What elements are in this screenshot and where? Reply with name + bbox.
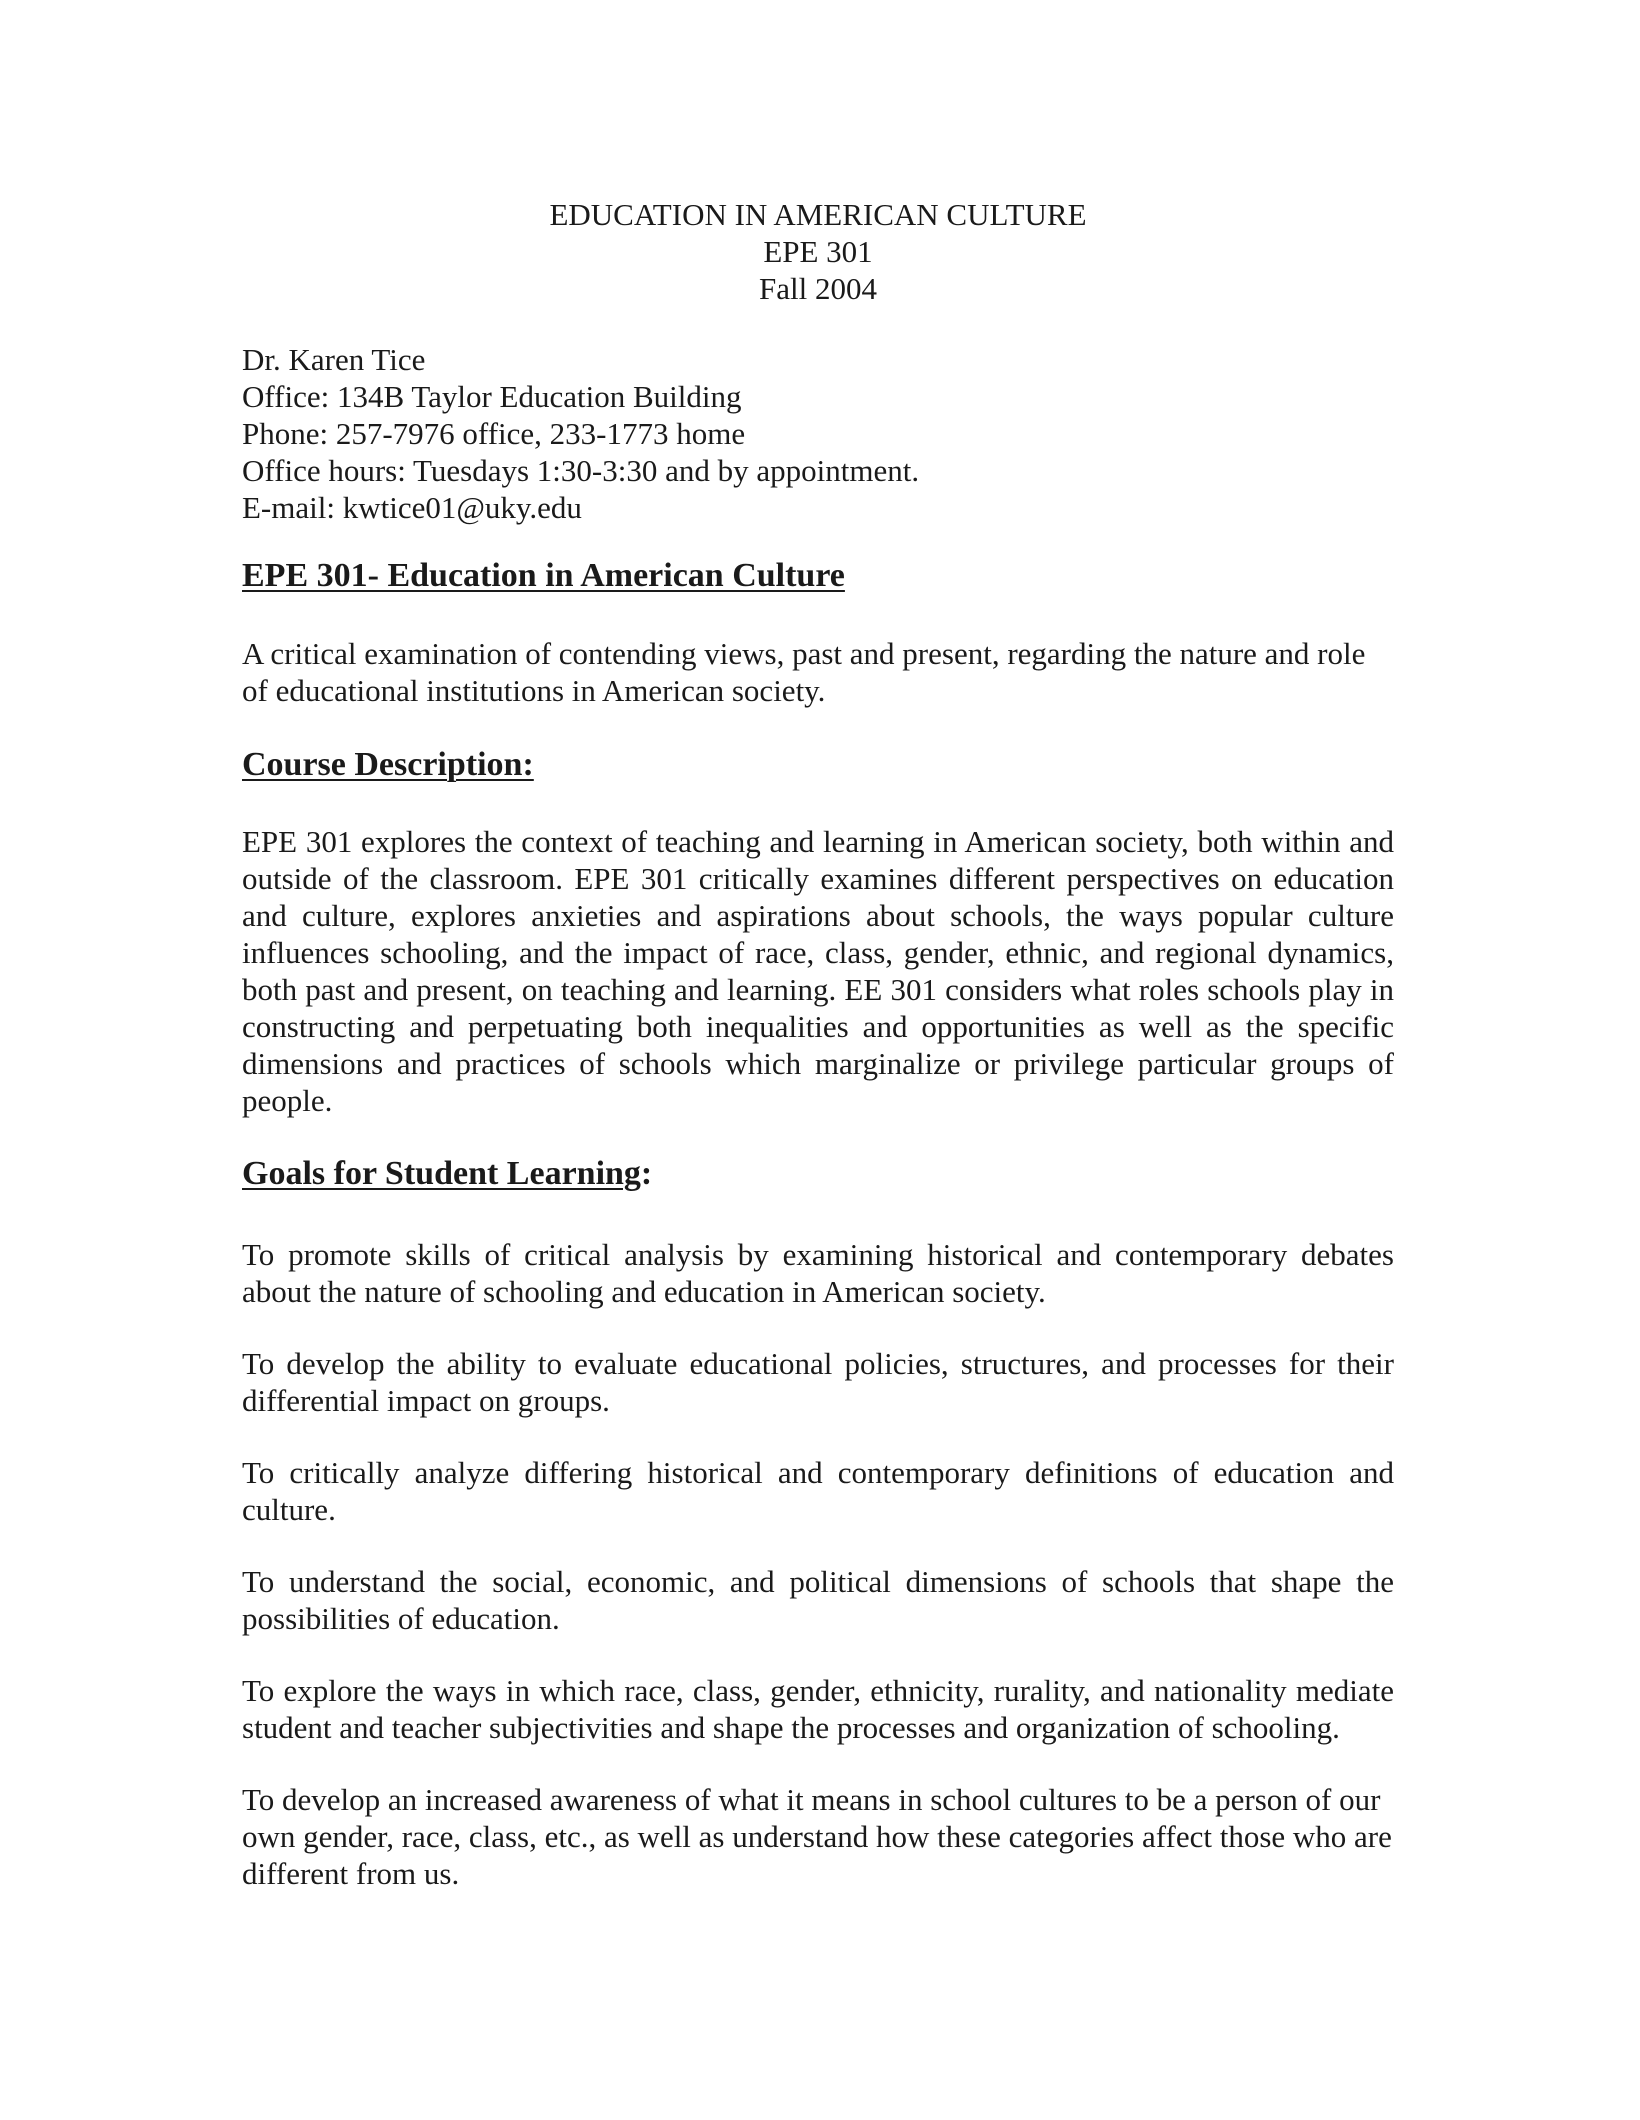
goal-item-6: To develop an increased awareness of what it means in school cultures to be a person of our own gender, race, class, etc., as well as understand how these categories affect those who are different from us. (242, 1782, 1392, 1891)
goals-heading-colon: : (640, 1155, 653, 1192)
course-heading: EPE 301- Education in American Culture (242, 557, 845, 594)
instructor-contact-block (242, 341, 1394, 526)
goal-item-3: To critically analyze differing historical and contemporary definitions of education and culture. (242, 1455, 1394, 1527)
goal-item-2: To develop the ability to evaluate educational policies, structures, and processes for their differential impact on groups. (242, 1346, 1394, 1418)
instructor-office-hours: Office hours: Tuesdays 1:30-3:30 and by appointment. (242, 453, 920, 488)
instructor-email: E-mail: kwtice01@uky.edu (242, 490, 582, 525)
goals-heading (242, 1154, 652, 1194)
goals-heading-text: Goals for Student Learning (242, 1155, 641, 1192)
course-description-text: EPE 301 explores the context of teaching and learning in American society, both within and outside of the classroom. EPE 301 critically examines different perspectives on education and culture, explores anxieties and aspirations about schools, the ways popular culture influences schooling, and the impact of race, class, gender, ethnic, and regional dynamics, both past and present, on teaching and learning. EE 301 considers what roles schools play in constructing and perpetuating both inequalities and opportunities as well as the specific dimensions and practices of schools which marginalize or privilege particular groups of people. (242, 824, 1394, 1118)
instructor-office: Office: 134B Taylor Education Building (242, 379, 742, 414)
course-term: Fall 2004 (759, 271, 877, 306)
course-summary: A critical examination of contending views, past and present, regarding the nature and role of educational institutions in American society. (242, 636, 1366, 708)
document-title-block (242, 196, 1394, 307)
goal-item-5: To explore the ways in which race, class, gender, ethnicity, rurality, and nationality mediate student and teacher subjectivities and shape the processes and organization of schooling. (242, 1673, 1394, 1745)
course-description-heading: Course Description: (242, 746, 534, 783)
course-title: EDUCATION IN AMERICAN CULTURE (549, 197, 1087, 232)
goal-item-1: To promote skills of critical analysis by examining historical and contemporary debates about the nature of schooling and education in American society. (242, 1237, 1394, 1309)
instructor-name: Dr. Karen Tice (242, 342, 426, 377)
course-code: EPE 301 (763, 234, 873, 269)
instructor-phone: Phone: 257-7976 office, 233-1773 home (242, 416, 746, 451)
goal-item-4: To understand the social, economic, and political dimensions of schools that shape the possibilities of education. (242, 1564, 1394, 1636)
